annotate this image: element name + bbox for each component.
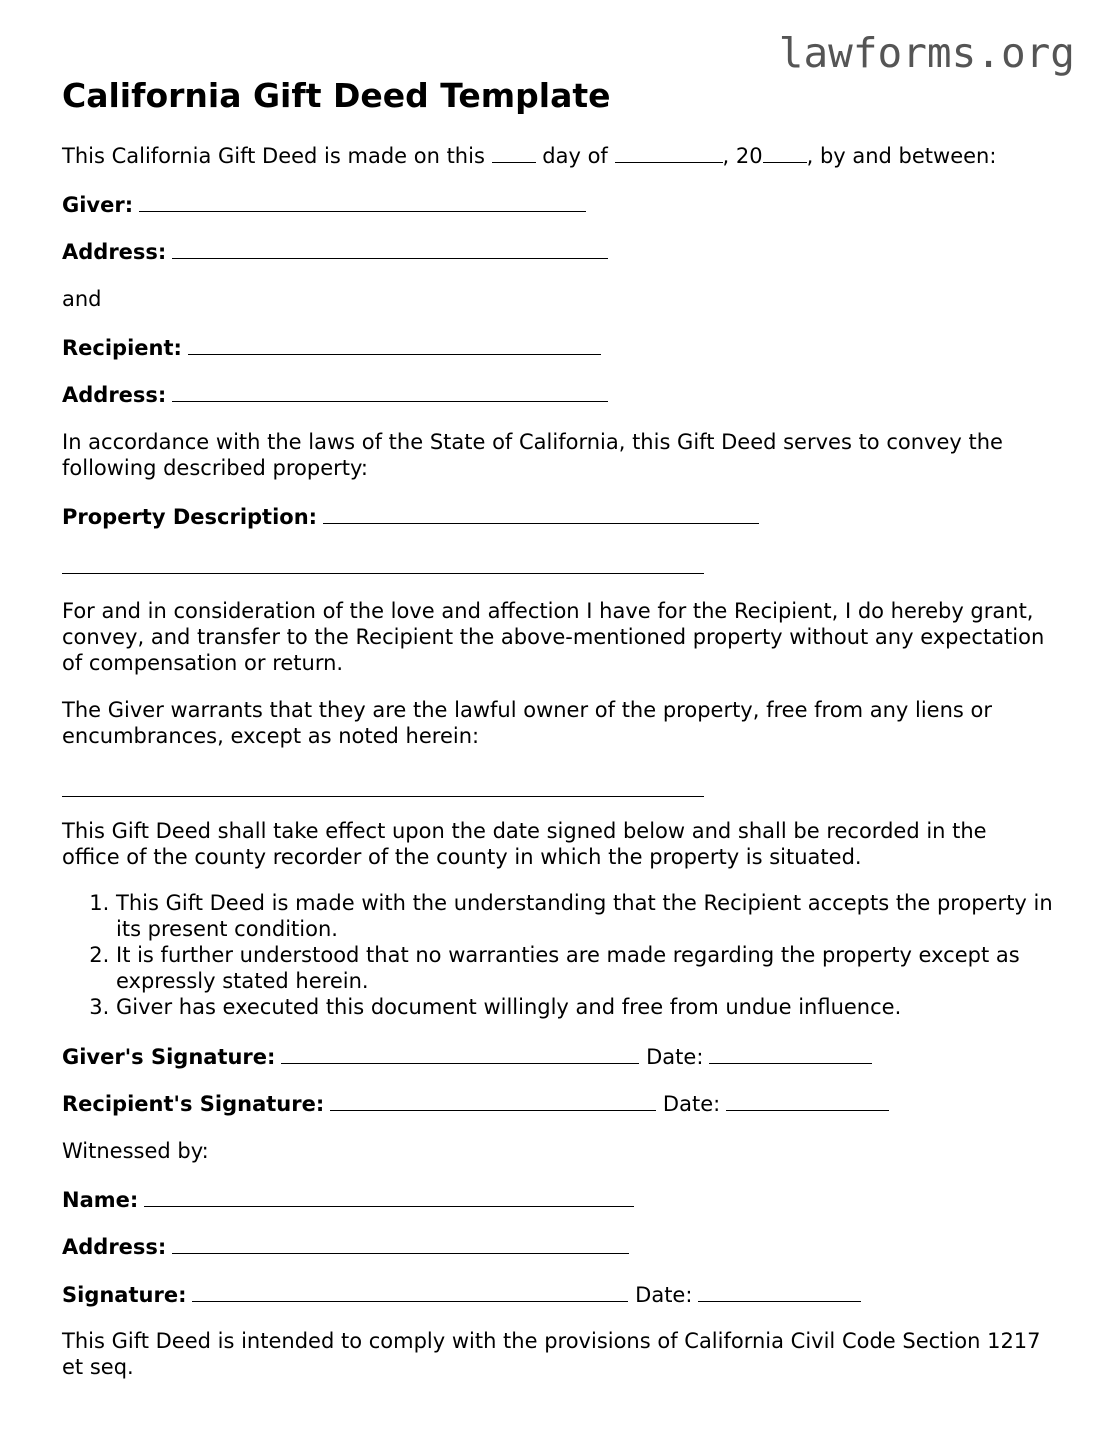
witness-name-label: Name: [62,1188,139,1212]
giver-signature-field[interactable] [281,1043,639,1064]
list-item: 1. This Gift Deed is made with the understanding that the Recipient accepts the property in its present condition. [116,890,1056,942]
witness-name-field[interactable] [144,1186,634,1207]
effect-paragraph: This Gift Deed shall take effect upon the date signed below and shall be recorded in the office of the county recorder of the county in which the property is situated. [62,819,987,869]
convey-paragraph: In accordance with the laws of the State of California, this Gift Deed serves to convey the following described property: [62,430,1003,480]
witness-date-label: Date: [635,1283,693,1307]
intro-suffix: , by and between: [806,144,997,168]
witness-date-field[interactable] [698,1281,861,1302]
property-label: Property Description: [62,505,318,529]
intro-line [62,143,996,169]
intro-prefix: This California Gift Deed is made on this [62,144,485,168]
intro-day-of: day of [542,144,608,168]
giver-address-label: Address: [62,240,167,264]
giver-field[interactable] [139,191,586,212]
giver-address-field[interactable] [172,238,608,259]
warranty-paragraph: The Giver warrants that they are the lawful owner of the property, free from any liens or encumbrances, except as noted herein: [62,698,992,748]
page-title: California Gift Deed Template [62,76,611,115]
list-item: 3. Giver has executed this document willingly and free from undue influence. [116,994,1056,1020]
intro-year-prefix: , 20 [722,144,763,168]
consideration-paragraph: For and in consideration of the love and affection I have for the Recipient, I do hereby grant, convey, and transfer to the Recipient the above-mentioned property without any expectation of compensation or return. [62,599,1045,675]
exceptions-field[interactable] [62,796,704,797]
terms-list [62,890,1056,1020]
giver-date-field[interactable] [709,1043,872,1064]
and-text: and [62,287,102,311]
giver-signature-label: Giver's Signature: [62,1045,276,1069]
giver-row [62,191,586,218]
witnessed-by-text: Witnessed by: [62,1139,209,1163]
month-field[interactable] [615,144,723,163]
witness-address-row [62,1233,629,1260]
recipient-address-field[interactable] [172,381,608,402]
witness-address-label: Address: [62,1235,167,1259]
property-field[interactable] [323,503,759,524]
witness-signature-field[interactable] [192,1281,628,1302]
property-row [62,503,759,530]
recipient-field[interactable] [188,334,601,355]
closing-paragraph: This Gift Deed is intended to comply with the provisions of California Civil Code Section 1217 et seq. [62,1329,1041,1379]
recipient-label: Recipient: [62,336,182,360]
witness-signature-label: Signature: [62,1283,187,1307]
giver-date-label: Date: [646,1045,704,1069]
witness-address-field[interactable] [172,1233,629,1254]
lawforms-watermark: lawforms.org [778,29,1075,77]
recipient-signature-field[interactable] [330,1090,656,1111]
recipient-signature-row [62,1090,889,1117]
list-item: 2. It is further understood that no warranties are made regarding the property except as expressly stated herein. [116,942,1056,994]
giver-signature-row [62,1043,872,1070]
giver-label: Giver: [62,193,134,217]
recipient-signature-label: Recipient's Signature: [62,1092,325,1116]
recipient-date-label: Date: [662,1092,721,1116]
recipient-date-field[interactable] [726,1090,889,1111]
witness-signature-row [62,1281,861,1308]
property-field-line-2[interactable] [62,573,704,574]
witness-name-row [62,1186,634,1213]
year-field[interactable] [763,144,807,163]
recipient-address-label: Address: [62,383,167,407]
recipient-row [62,334,601,361]
day-field[interactable] [492,144,536,163]
giver-address-row [62,238,608,265]
recipient-address-row [62,381,608,408]
